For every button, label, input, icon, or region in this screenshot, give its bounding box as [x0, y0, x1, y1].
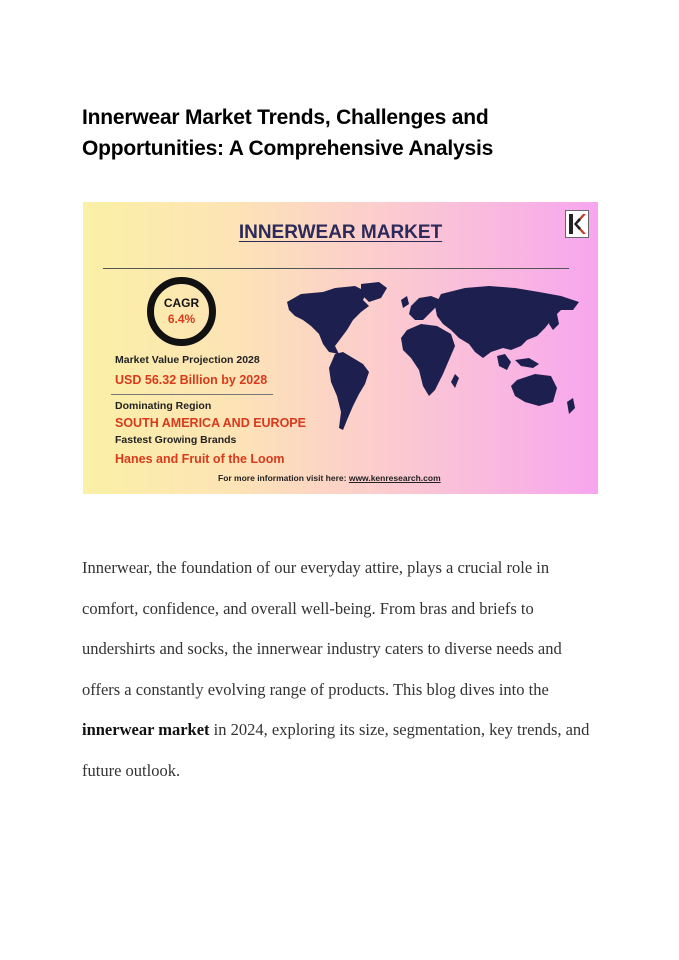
world-map-icon [283, 280, 583, 440]
footer-text: For more information visit here: [218, 473, 349, 483]
body-text-before: Innerwear, the foundation of our everyday attire, plays a crucial role in comfort, confidence, and overall well-being. From bras and briefs to undershirts and socks, the innerwear industry caters to diverse needs and offers a constantly evolving range of products. This blog dives into the [82, 558, 562, 699]
cagr-value: 6.4% [167, 312, 196, 326]
region-label: Dominating Region [115, 400, 212, 412]
brands-value: Hanes and Fruit of the Loom [115, 452, 285, 466]
infographic-image [83, 202, 598, 494]
body-text-after: in 2024, exploring its size, segmentation, key trends, and future outlook. [82, 720, 590, 780]
cagr-label: CAGR [163, 296, 200, 310]
infographic-title: INNERWEAR MARKET [238, 222, 443, 243]
projection-label: Market Value Projection 2028 [115, 354, 260, 366]
brands-label: Fastest Growing Brands [115, 434, 237, 446]
projection-divider [111, 394, 273, 395]
ken-research-logo-icon [565, 210, 589, 238]
page-title: Innerwear Market Trends, Challenges and Opportunities: A Comprehensive Analysis [82, 106, 494, 160]
body-paragraph [82, 548, 602, 791]
innerwear-market-highlight: innerwear market [82, 720, 210, 739]
infographic-footer [218, 473, 441, 483]
region-value: SOUTH AMERICA AND EUROPE [115, 416, 306, 430]
projection-value: USD 56.32 Billion by 2028 [115, 373, 268, 387]
footer-link[interactable]: www.kenresearch.com [348, 473, 441, 483]
title-divider [103, 268, 569, 269]
